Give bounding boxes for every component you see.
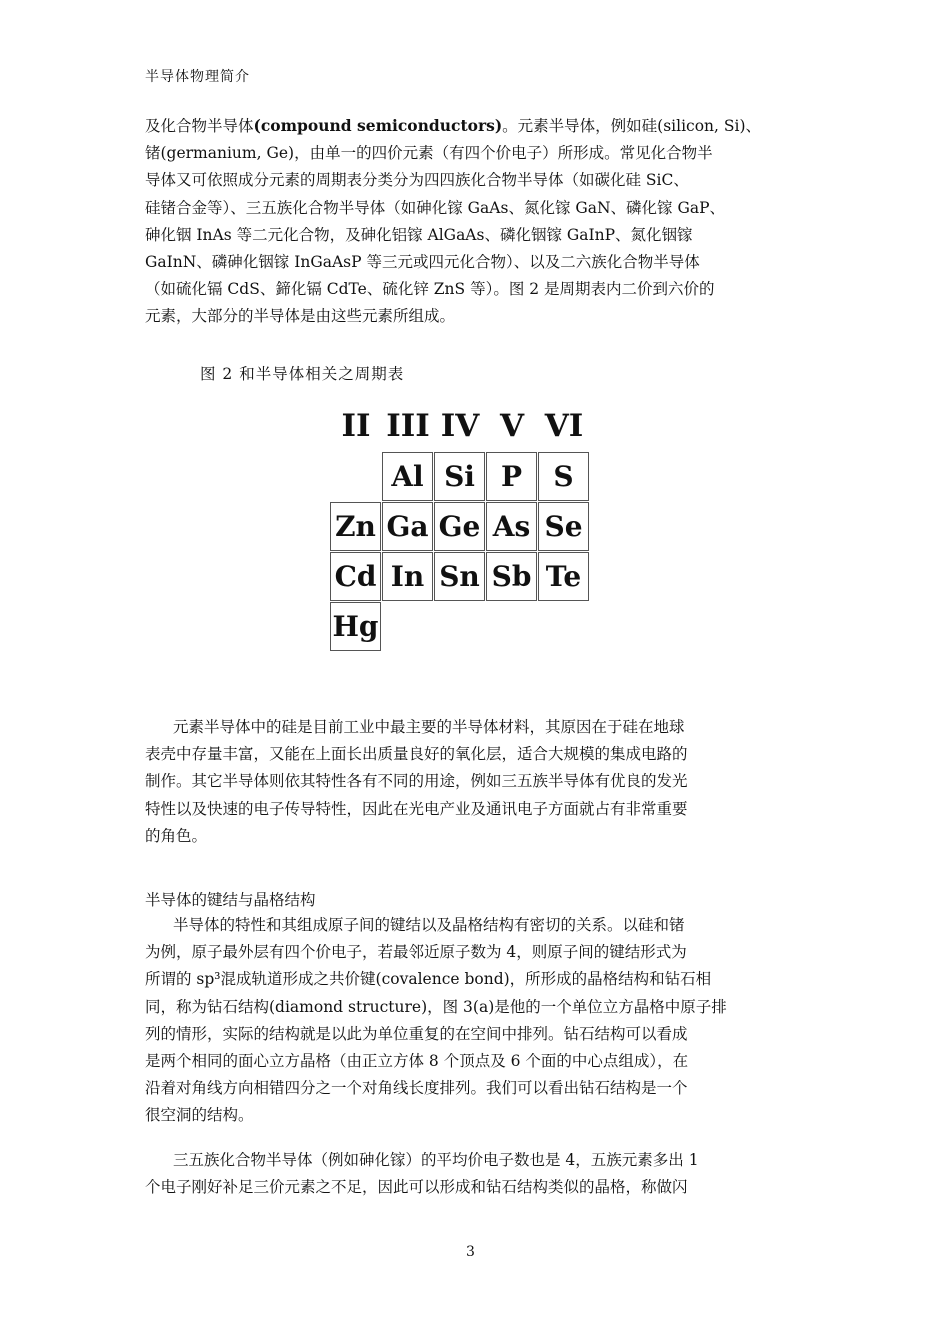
group-header: VI (544, 408, 584, 444)
element-cell: Sn (434, 552, 485, 601)
paragraph-line: 个电子刚好补足三价元素之不足，因此可以形成和钻石结构类似的晶格，称做闪 (145, 1178, 688, 1197)
paragraph-line: 表壳中存量丰富，又能在上面长出质量良好的氧化层，适合大规模的集成电路的 (145, 745, 688, 764)
paragraph-line: GaInN、磷砷化铟镓 InGaAsP 等三元或四元化合物）、以及二六族化合物半导体 (145, 253, 700, 272)
section-title: 半导体的键结与晶格结构 (145, 891, 316, 909)
paragraph-line: （如硫化镉 CdS、鍗化镉 CdTe、硫化锌 ZnS 等）。图 2 是周期表内二价到六价的 (145, 280, 715, 299)
element-cell: Ga (382, 502, 433, 551)
element-cell: In (382, 552, 433, 601)
element-cell: As (486, 502, 537, 551)
paragraph-line: 砷化铟 InAs 等二元化合物，及砷化铝镓 AlGaAs、磷化铟镓 GaInP、氮化铟镓 (145, 225, 693, 244)
paragraph-line: 元素，大部分的半导体是由这些元素所组成。 (145, 307, 456, 326)
element-cell: S (538, 452, 589, 501)
group-header: V (499, 408, 525, 444)
paragraph-line (145, 112, 835, 140)
paragraph-line: 同，称为钻石结构(diamond structure)，图 3(a)是他的一个单位立方晶格中原子排 (145, 997, 727, 1016)
paragraph-line: 所谓的 sp³混成轨道形成之共价键(covalence bond)，所形成的晶格结构和钻石相 (145, 970, 712, 989)
element-cell: Si (434, 452, 485, 501)
element-cell: Se (538, 502, 589, 551)
paragraph-line: 导体又可依照成分元素的周期表分类分为四四族化合物半导体（如碳化硅 SiC、 (145, 171, 689, 190)
paragraph-line: 半导体的特性和其组成原子间的键结以及晶格结构有密切的关系。以硅和锗 (173, 916, 685, 934)
paragraph-line: 特性以及快速的电子传导特性，因此在光电产业及通讯电子方面就占有非常重要 (145, 799, 688, 818)
paragraph-compound-semiconductors (145, 112, 835, 331)
group-header: II (341, 408, 371, 444)
text-span: 及化合物半导体 (145, 117, 254, 135)
paragraph-silicon-applications (145, 714, 835, 850)
group-header: III (386, 408, 430, 444)
bold-term: (compound semiconductors) (253, 116, 503, 135)
figure-caption: 图 2 和半导体相关之周期表 (200, 365, 405, 383)
paragraph-iii-v-compounds (145, 1147, 835, 1201)
paragraph-line: 三五族化合物半导体（例如砷化镓）的平均价电子数也是 4，五族元素多出 1 (173, 1151, 699, 1169)
element-cell: Al (382, 452, 433, 501)
group-header: IV (440, 408, 480, 444)
element-cell: Sb (486, 552, 537, 601)
element-cell: Zn (330, 502, 381, 551)
paragraph-line: 列的情形，实际的结构就是以此为单位重复的在空间中排列。钻石结构可以看成 (145, 1024, 688, 1043)
paragraph-line: 制作。其它半导体则依其特性各有不同的用途，例如三五族半导体有优良的发光 (145, 772, 688, 791)
paragraph-line: 硅锗合金等）、三五族化合物半导体（如砷化镓 GaAs、氮化镓 GaN、磷化镓 GaP、 (145, 198, 726, 217)
paragraph-line: 锗(germanium, Ge)，由单一的四价元素（有四个价电子）所形成。常见化合物半 (145, 144, 713, 163)
paragraph-line: 元素半导体中的硅是目前工业中最主要的半导体材料，其原因在于硅在地球 (173, 718, 685, 736)
paragraph-bonding-structure (145, 912, 835, 1130)
running-header: 半导体物理简介 (145, 69, 250, 85)
element-cell: P (486, 452, 537, 501)
paragraph-line: 很空洞的结构。 (145, 1106, 254, 1125)
paragraph-line: 是两个相同的面心立方晶格（由正立方体 8 个顶点及 6 个面的中心点组成），在 (145, 1052, 689, 1071)
page-number: 3 (466, 1244, 475, 1260)
element-cell: Cd (330, 552, 381, 601)
paragraph-line: 的角色。 (145, 826, 208, 845)
element-cell: Ge (434, 502, 485, 551)
text-span: 。元素半导体，例如硅(silicon, Si)、 (502, 117, 762, 135)
paragraph-line: 沿着对角线方向相错四分之一个对角线长度排列。我们可以看出钻石结构是一个 (145, 1079, 688, 1098)
element-cell: Hg (330, 602, 381, 651)
element-cell: Te (538, 552, 589, 601)
paragraph-line: 为例，原子最外层有四个价电子，若最邻近原子数为 4，则原子间的键结形式为 (145, 943, 687, 962)
